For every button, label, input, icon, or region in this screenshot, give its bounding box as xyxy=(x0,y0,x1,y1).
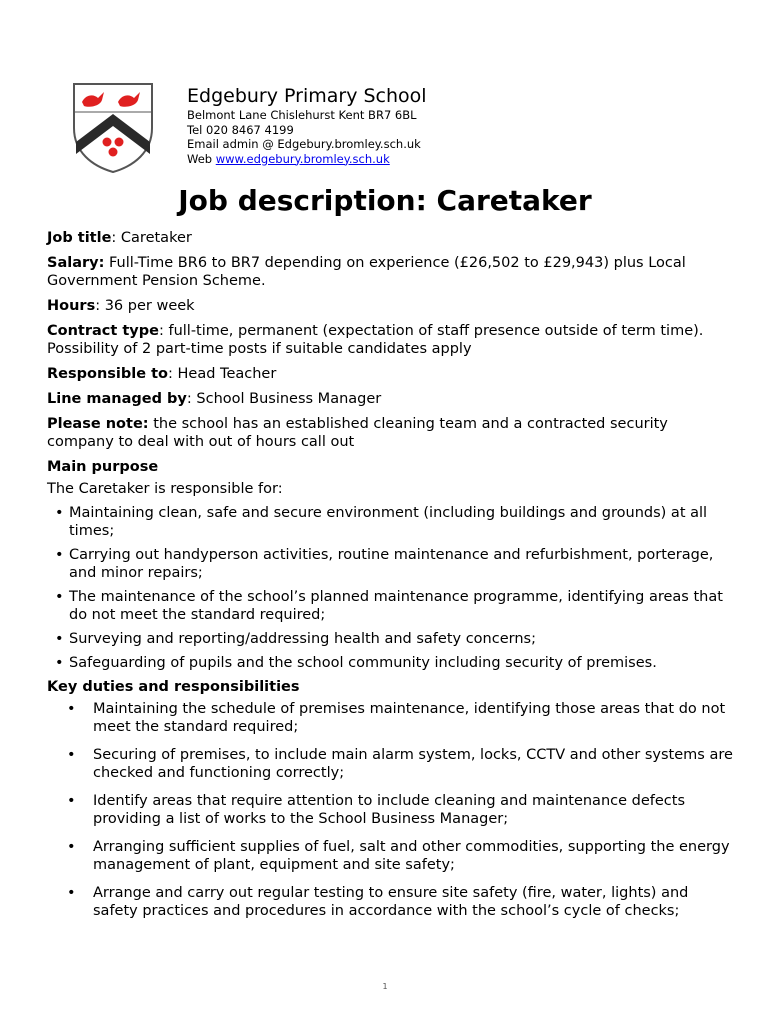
bullet-icon: • xyxy=(55,505,64,521)
field-salary xyxy=(47,254,737,290)
list-item: • Safeguarding of pupils and the school community including security of premises. xyxy=(55,655,657,671)
field-value: Caretaker xyxy=(120,230,192,246)
field-value: School Business Manager xyxy=(196,391,382,407)
school-letterhead xyxy=(187,84,427,166)
bullet-icon: • xyxy=(55,631,64,647)
bullet-icon: • xyxy=(55,589,64,605)
field-label: Please note: xyxy=(47,416,149,432)
field-label: Salary: xyxy=(47,255,105,271)
school-email: Email admin @ Edgebury.bromley.sch.uk xyxy=(187,137,421,151)
field-label: Contract type xyxy=(47,323,159,339)
school-address: Belmont Lane Chislehurst Kent BR7 6BL xyxy=(187,108,417,122)
list-item: • Maintaining the schedule of premises maintenance, identifying those areas that do not meet the standard required; xyxy=(67,701,726,735)
list-item: • Maintaining clean, safe and secure environment (including buildings and grounds) at all times; xyxy=(55,505,708,539)
field-hours: Hours: 36 per week xyxy=(47,298,195,314)
field-value: 36 per week xyxy=(104,298,195,314)
bullet-icon: • xyxy=(55,655,64,671)
main-purpose-intro: The Caretaker is responsible for: xyxy=(47,481,283,497)
main-purpose-heading: Main purpose xyxy=(47,459,159,475)
bullet-icon: • xyxy=(67,793,76,809)
key-duties-list xyxy=(47,700,737,920)
bullet-icon: • xyxy=(67,885,76,901)
school-telephone: Tel 020 8467 4199 xyxy=(187,122,294,137)
field-label: Responsible to xyxy=(47,366,169,382)
list-item: • Arrange and carry out regular testing to ensure site safety (fire, water, lights) and safety practices and procedures in accordance with the school’s cycle of checks; xyxy=(67,885,689,919)
school-web xyxy=(187,152,427,167)
list-item: • Carrying out handyperson activities, routine maintenance and refurbishment, porterage, and minor repairs; xyxy=(55,547,714,581)
school-website-link[interactable]: www.edgebury.bromley.sch.uk xyxy=(215,151,390,166)
bullet-icon: • xyxy=(67,701,76,717)
school-crest-logo xyxy=(72,82,154,174)
web-prefix: Web xyxy=(187,151,216,166)
list-item: • Securing of premises, to include main alarm system, locks, CCTV and other systems are checked and functioning correctly; xyxy=(67,747,733,781)
bullet-icon: • xyxy=(55,547,64,563)
field-value: Head Teacher xyxy=(177,366,277,382)
field-responsible-to: Responsible to: Head Teacher xyxy=(47,366,277,382)
list-item: • Identify areas that require attention to include cleaning and maintenance defects providing a list of works to the School Business Manager; xyxy=(67,793,686,827)
field-please-note xyxy=(47,415,737,451)
document-title: Job description: Caretaker xyxy=(178,184,592,217)
list-item: • The maintenance of the school’s planned maintenance programme, identifying areas that do not meet the standard required; xyxy=(55,589,723,623)
bullet-icon: • xyxy=(67,747,76,763)
school-name: Edgebury Primary School xyxy=(187,85,427,107)
page-number: 1 xyxy=(382,982,388,991)
list-item: • Surveying and reporting/addressing health and safety concerns; xyxy=(55,631,536,647)
bullet-icon: • xyxy=(67,839,76,855)
field-value: Full-Time BR6 to BR7 depending on experience (£26,502 to £29,943) plus Local Government Pension Scheme. xyxy=(47,255,686,289)
field-contract-type: Contract type: full-time, permanent (expectation of staff presence outside of term time). Possibility of 2 part-time posts if suitable candidates apply xyxy=(47,323,704,357)
field-job-title: Job title: Caretaker xyxy=(47,230,192,246)
job-fields xyxy=(47,229,737,451)
field-label: Line managed by xyxy=(47,391,187,407)
key-duties-heading: Key duties and responsibilities xyxy=(47,679,300,695)
field-label: Hours xyxy=(47,298,96,314)
field-label: Job title xyxy=(47,230,112,246)
field-line-managed-by: Line managed by: School Business Manager xyxy=(47,391,382,407)
document-body xyxy=(47,229,737,930)
main-purpose-list xyxy=(47,504,737,672)
list-item: • Arranging sufficient supplies of fuel, salt and other commodities, supporting the energy management of plant, equipment and site safety; xyxy=(67,839,730,873)
field-value: the school has an established cleaning team and a contracted security company to deal with out of hours call out xyxy=(47,416,668,450)
field-value: full-time, permanent (expectation of staff presence outside of term time). Possibility of 2 part-time posts if suitable candidates apply xyxy=(47,323,704,357)
